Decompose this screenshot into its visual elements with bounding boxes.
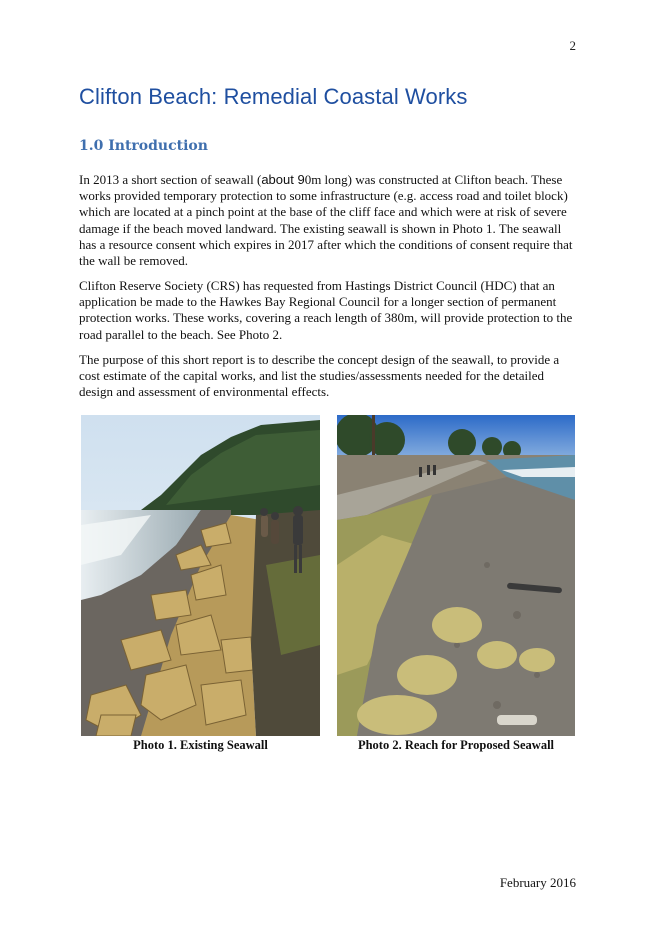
photo-1-caption: Photo 1. Existing Seawall	[133, 738, 268, 752]
page-number: 2	[569, 38, 576, 53]
intro-paragraph-2: Clifton Reserve Society (CRS) has requested from Hastings District Council (HDC) that an application be made to the Hawkes Bay Regional Council for a longer section of permanent protection works. These works, covering a reach length of 380m, will provide protection to the road parallel to the beach. See Photo 2.	[79, 278, 573, 342]
paragraph-1-text-start: In 2013 a short section of seawall (	[79, 172, 262, 187]
photo-proposed-seawall-reach	[337, 415, 575, 736]
intro-paragraph-3: The purpose of this short report is to describe the concept design of the seawall, to provide a cost estimate of the capital works, and list the studies/assessments needed for the detailed design and assessment of environmental effects.	[79, 352, 560, 400]
photo-2-caption: Photo 2. Reach for Proposed Seawall	[357, 738, 555, 752]
section-heading: 1.0 Introduction	[79, 138, 208, 154]
paragraph-1-highlight: about 9	[261, 172, 305, 187]
footer-date: February 2016	[499, 875, 576, 890]
paragraph-1-text-end: 0m long) was constructed at Clifton beach. These works provided temporary protection to some infrastructure (e.g. access road and toilet block) which are located at a pinch point at the base of the cliff face and which were at risk of severe damage if the beach moved landward. The existing seawall is shown in Photo 1. The seawall has a resource consent which expires in 2017 after which the conditions of consent require that the wall be removed.	[79, 172, 573, 269]
document-title: Clifton Beach: Remedial Coastal Works	[79, 84, 468, 109]
photo-existing-seawall	[81, 415, 320, 736]
intro-paragraph-1	[79, 172, 579, 269]
